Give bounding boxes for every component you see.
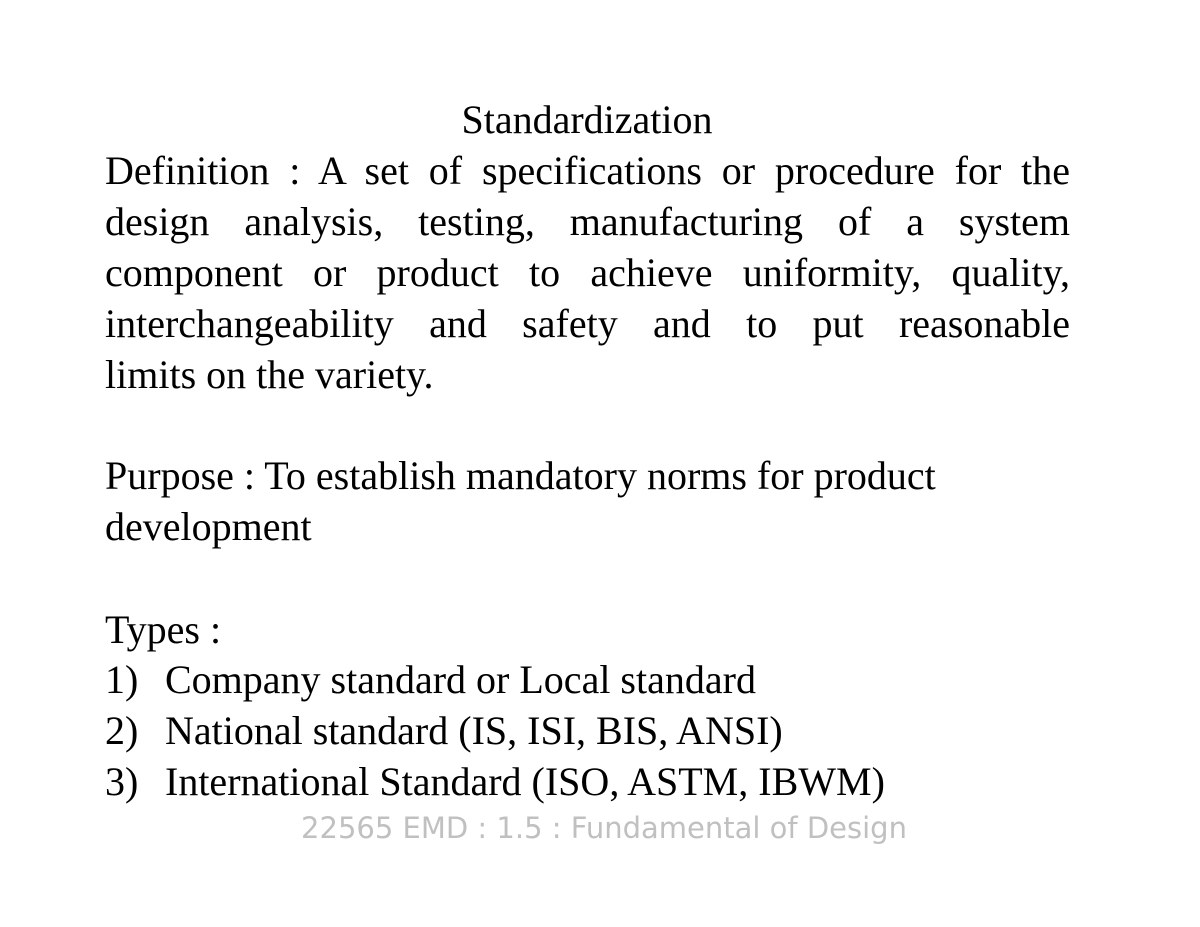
definition-line: Definition : A set of specifications or procedure for the [105, 148, 1070, 193]
list-item-number: 2) [105, 708, 139, 753]
definition-line: component or product to achieve uniformity, quality, [105, 250, 1070, 295]
list-item [105, 705, 1105, 756]
list-item-text: International Standard (ISO, ASTM, IBWM) [165, 759, 885, 804]
purpose-line: development [105, 504, 312, 549]
types-list [105, 654, 1105, 807]
list-item-number: 1) [105, 657, 139, 702]
definition-paragraph [105, 145, 1070, 400]
definition-line: design analysis, testing, manufacturing of a system [105, 199, 1070, 244]
purpose-line: Purpose : To establish mandatory norms for product [105, 453, 936, 498]
slide-title: Standardization [461, 97, 713, 142]
types-heading: Types : [105, 607, 222, 652]
list-item-text: National standard (IS, ISI, BIS, ANSI) [165, 708, 783, 753]
list-item [105, 654, 1105, 705]
list-item-number: 3) [105, 759, 139, 804]
definition-line: interchangeability and safety and to put reasonable [105, 301, 1070, 346]
slide-footer: 22565 EMD : 1.5 : Fundamental of Design [301, 811, 907, 845]
definition-line: limits on the variety. [105, 352, 434, 397]
purpose-paragraph [105, 450, 1105, 552]
list-item-text: Company standard or Local standard [165, 657, 756, 702]
list-item [105, 756, 1105, 807]
